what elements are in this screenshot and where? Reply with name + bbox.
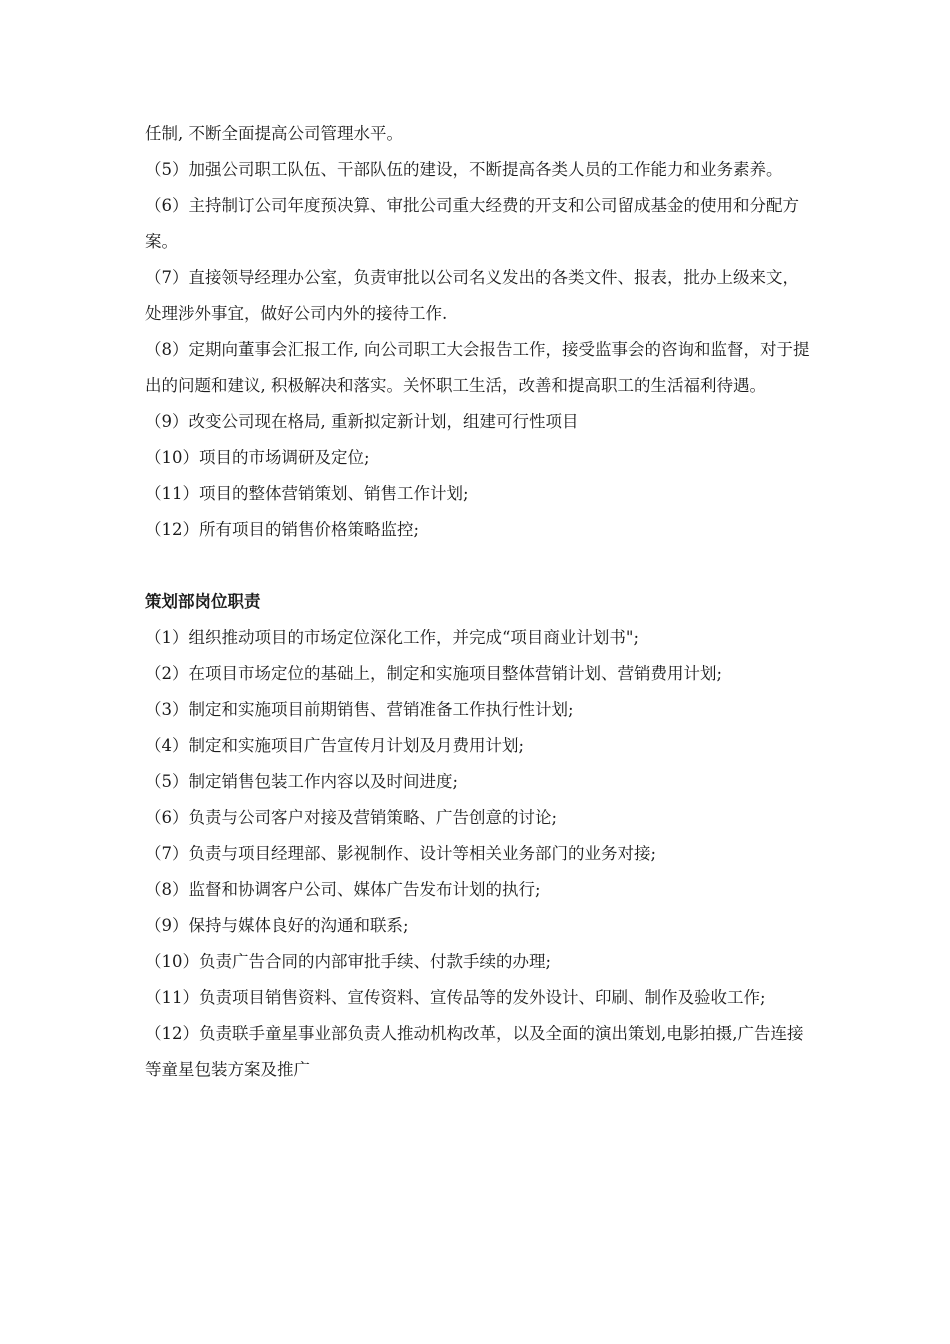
paragraph-item-5: （5）加强公司职工队伍、干部队伍的建设，不断提高各类人员的工作能力和业务素养。 [145, 160, 783, 179]
paragraph-item-8: （8）定期向董事会汇报工作, 向公司职工大会报告工作，接受监事会的咨询和监督，对于提出的问题和建议, 积极解决和落实。关怀职工生活，改善和提高职工的生活福利待遇。 [145, 340, 810, 395]
duty-item-1: （1）组织推动项目的市场定位深化工作，并完成“项目商业计划书"; [145, 628, 640, 647]
duty-item-2: （2）在项目市场定位的基础上，制定和实施项目整体营销计划、营销费用计划; [145, 664, 723, 683]
paragraph-item-11: （11）项目的整体营销策划、销售工作计划; [145, 484, 469, 503]
duty-item-9: （9）保持与媒体良好的沟通和联系; [145, 916, 409, 935]
paragraph-item-9: （9）改变公司现在格局, 重新拟定新计划，组建可行性项目 [145, 412, 579, 431]
paragraph-item-6: （6）主持制订公司年度预决算、审批公司重大经费的开支和公司留成基金的使用和分配方案。 [145, 196, 799, 251]
document-body [145, 116, 815, 1088]
duty-item-3: （3）制定和实施项目前期销售、营销准备工作执行性计划; [145, 700, 574, 719]
paragraph-item-12: （12）所有项目的销售价格策略监控; [145, 520, 420, 539]
duty-item-10: （10）负责广告合同的内部审批手续、付款手续的办理; [145, 952, 552, 971]
paragraph-item-10: （10）项目的市场调研及定位; [145, 448, 370, 467]
duty-item-12: （12）负责联手童星事业部负责人推动机构改革，以及全面的演出策划,电影拍摄,广告连接等童星包装方案及推广 [145, 1024, 804, 1079]
section-spacer [145, 548, 815, 584]
paragraph-continuation: 任制, 不断全面提高公司管理水平。 [145, 124, 403, 143]
duty-item-7: （7）负责与项目经理部、影视制作、设计等相关业务部门的业务对接; [145, 844, 657, 863]
duty-item-5: （5）制定销售包装工作内容以及时间进度; [145, 772, 459, 791]
duty-item-6: （6）负责与公司客户对接及营销策略、广告创意的讨论; [145, 808, 558, 827]
section-heading: 策划部岗位职责 [145, 592, 261, 611]
duty-item-11: （11）负责项目销售资料、宣传资料、宣传品等的发外设计、印刷、制作及验收工作; [145, 988, 766, 1007]
paragraph-item-7: （7）直接领导经理办公室，负责审批以公司名义发出的各类文件、报表，批办上级来文，处理涉外事宜，做好公司内外的接待工作. [145, 268, 799, 323]
duty-item-8: （8）监督和协调客户公司、媒体广告发布计划的执行; [145, 880, 541, 899]
duty-item-4: （4）制定和实施项目广告宣传月计划及月费用计划; [145, 736, 525, 755]
